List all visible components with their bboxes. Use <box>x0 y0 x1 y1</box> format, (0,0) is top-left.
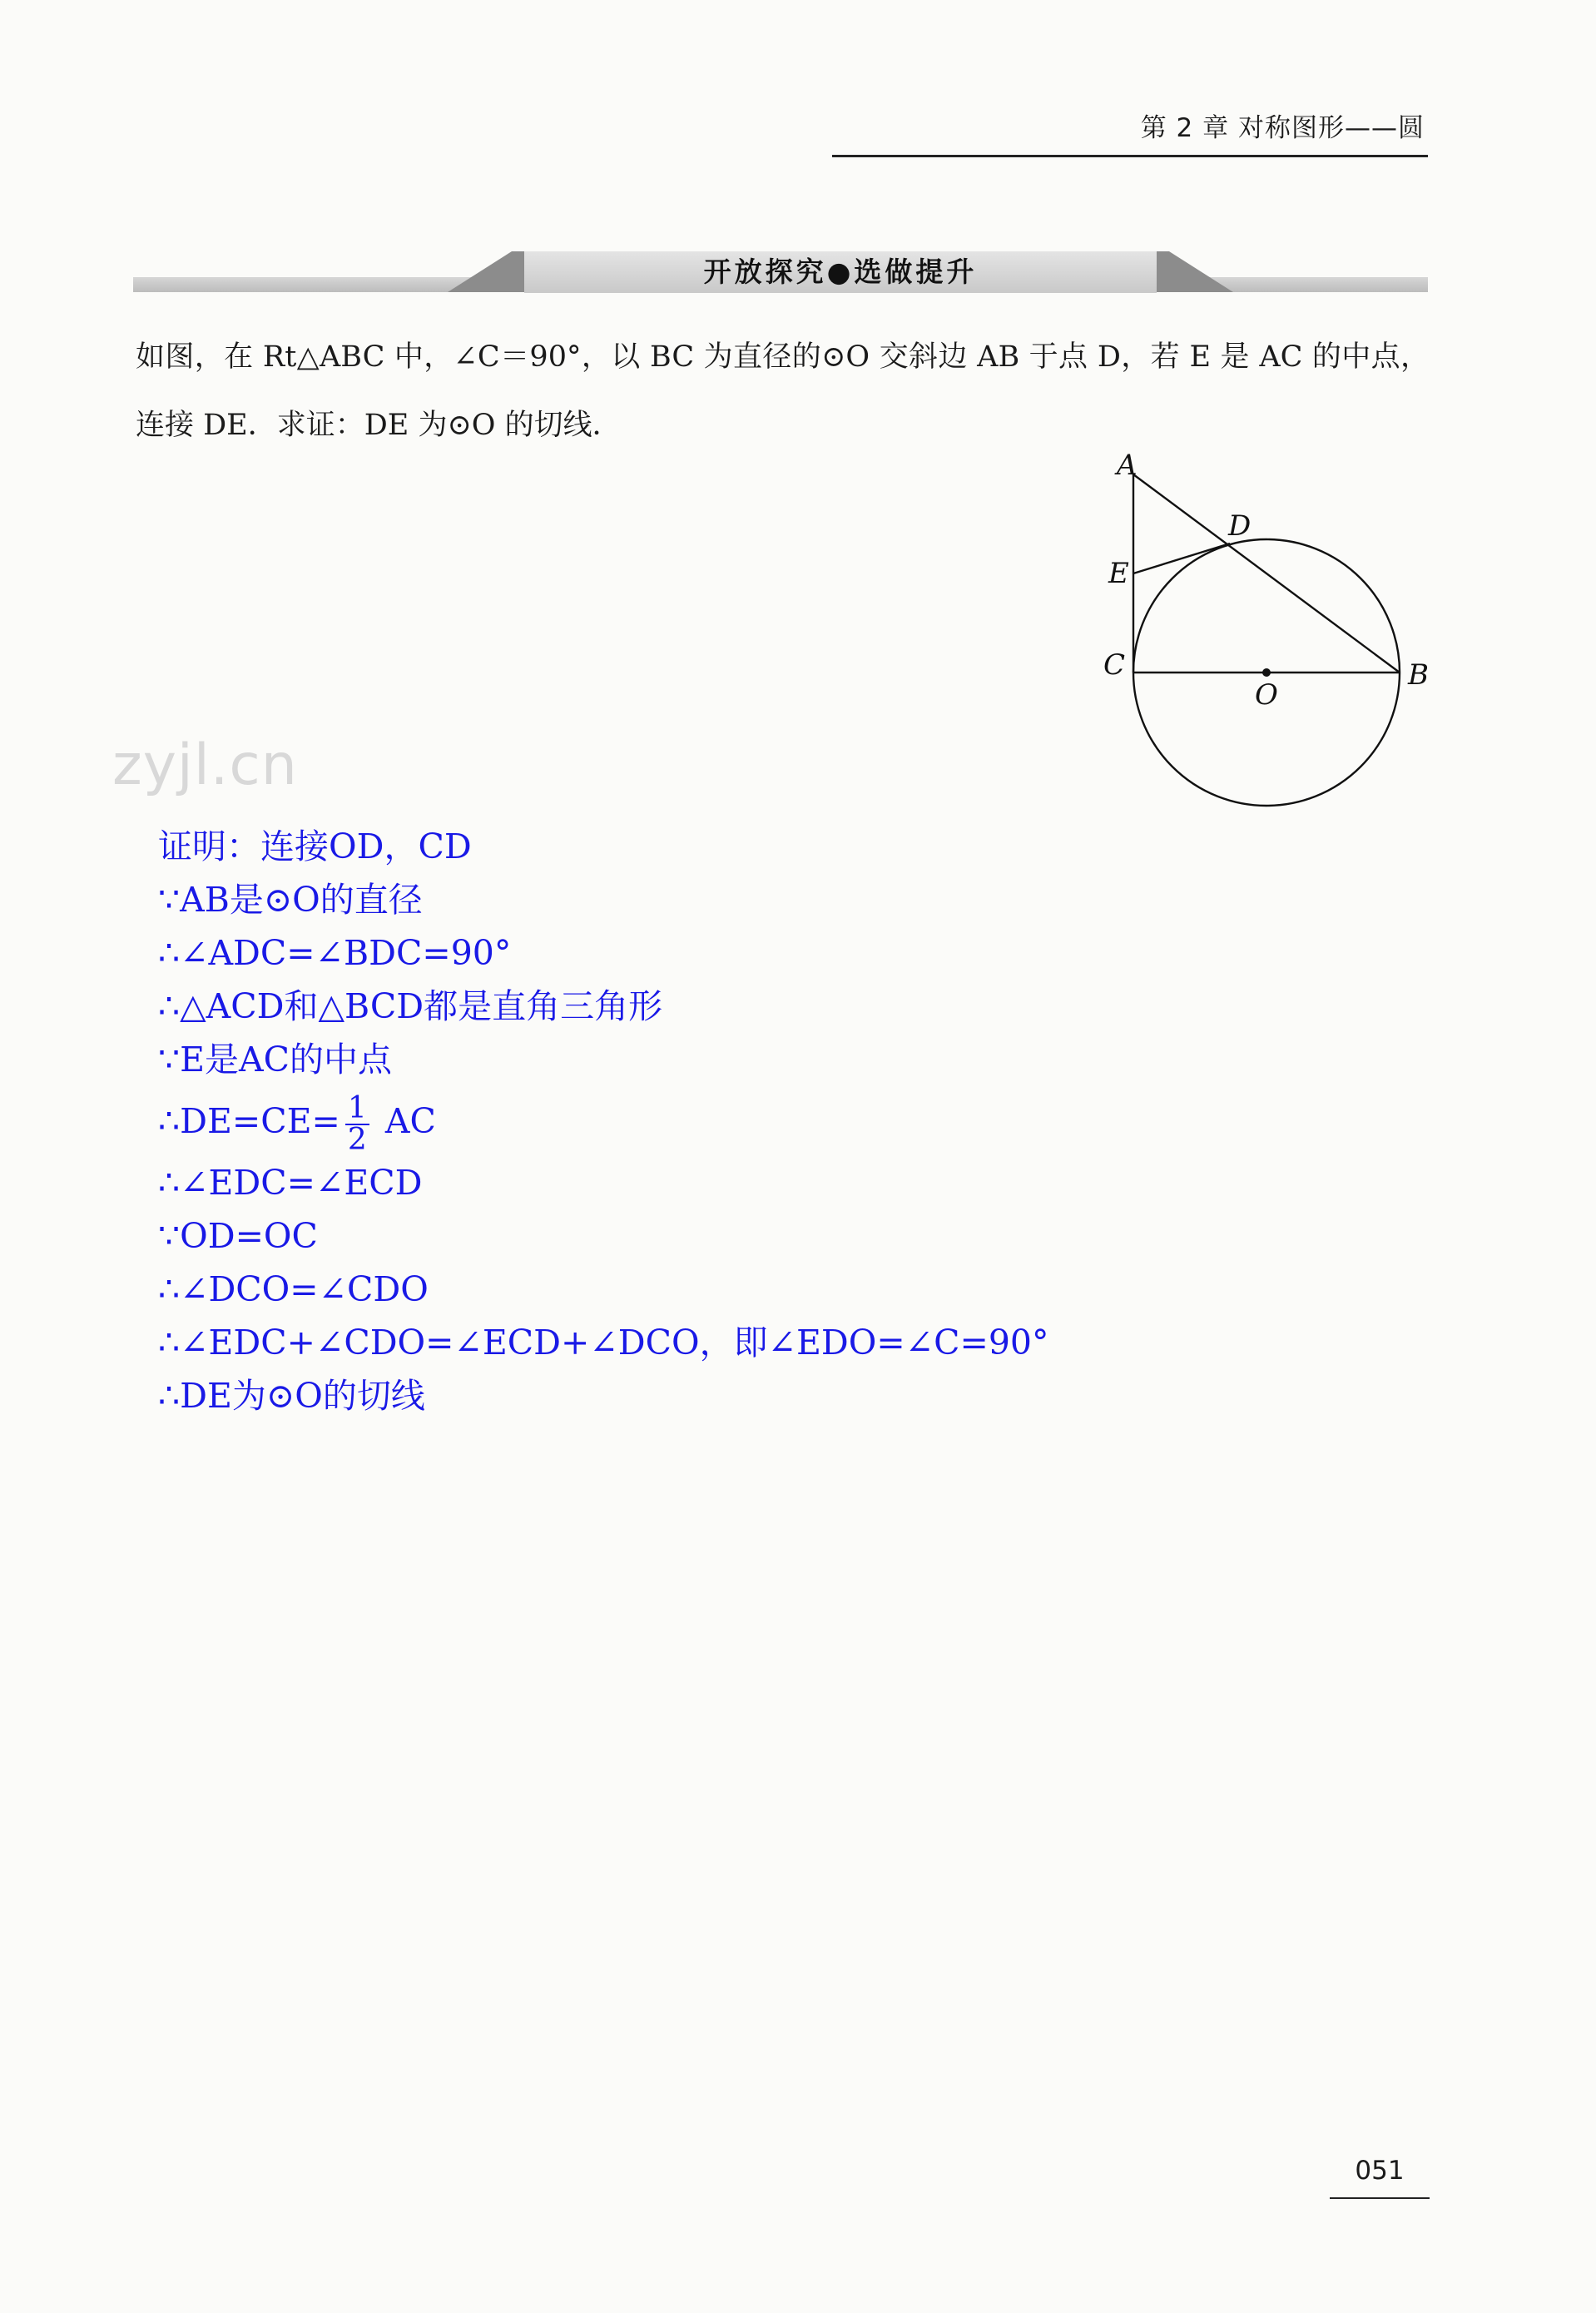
proof-line-fraction <box>158 1086 1048 1156</box>
proof-line: ∴∠EDC=∠ECD <box>158 1163 423 1203</box>
label-c: C <box>1103 648 1126 682</box>
label-a: A <box>1117 449 1138 482</box>
section-banner <box>133 241 1428 306</box>
circle-triangle-diagram <box>1082 449 1465 816</box>
proof-line: ∴∠DCO=∠CDO <box>158 1269 429 1309</box>
page-header <box>832 107 1428 156</box>
geometry-figure <box>1082 449 1465 819</box>
watermark: zyjl.cn <box>112 732 298 798</box>
proof-line: 证明：连接OD，CD <box>158 826 472 866</box>
proof-line: ∵E是AC的中点 <box>158 1040 392 1080</box>
label-o: O <box>1255 678 1278 712</box>
label-d: D <box>1228 509 1252 543</box>
chapter-title: 第 2 章 对称图形——圆 <box>1140 113 1425 143</box>
label-e: E <box>1108 557 1129 590</box>
header-rule <box>832 155 1428 157</box>
proof-block <box>158 820 1048 1422</box>
label-b: B <box>1408 658 1429 692</box>
fraction-prefix: ∴DE=CE= <box>158 1101 340 1141</box>
fraction-numerator: 1 <box>345 1094 369 1125</box>
proof-line: ∵AB是⊙O的直径 <box>158 880 423 920</box>
proof-line: ∴∠EDC+∠CDO=∠ECD+∠DCO，即∠EDO=∠C=90° <box>158 1323 1049 1362</box>
fraction-denominator: 2 <box>347 1122 367 1157</box>
proof-line: ∴∠ADC=∠BDC=90° <box>158 933 512 973</box>
proof-line: ∵OD=OC <box>158 1216 318 1256</box>
center-point-o <box>1262 668 1271 677</box>
page-number: 051 <box>1355 2156 1405 2186</box>
proof-line: ∴DE为⊙O的切线 <box>158 1376 425 1416</box>
fraction-suffix: AC <box>374 1101 436 1141</box>
segment-ab <box>1133 474 1400 673</box>
page-number-rule <box>1330 2197 1430 2199</box>
banner-title: 开放探究●选做提升 <box>703 256 978 288</box>
proof-line: ∴△ACD和△BCD都是直角三角形 <box>158 986 663 1026</box>
fraction <box>345 1090 369 1157</box>
problem-statement: 如图，在 Rt△ABC 中，∠C＝90°，以 BC 为直径的⊙O 交斜边 AB 于点 D，若 E 是 AC 的中点，连接 DE．求证：DE 为⊙O 的切线． <box>136 340 1430 442</box>
